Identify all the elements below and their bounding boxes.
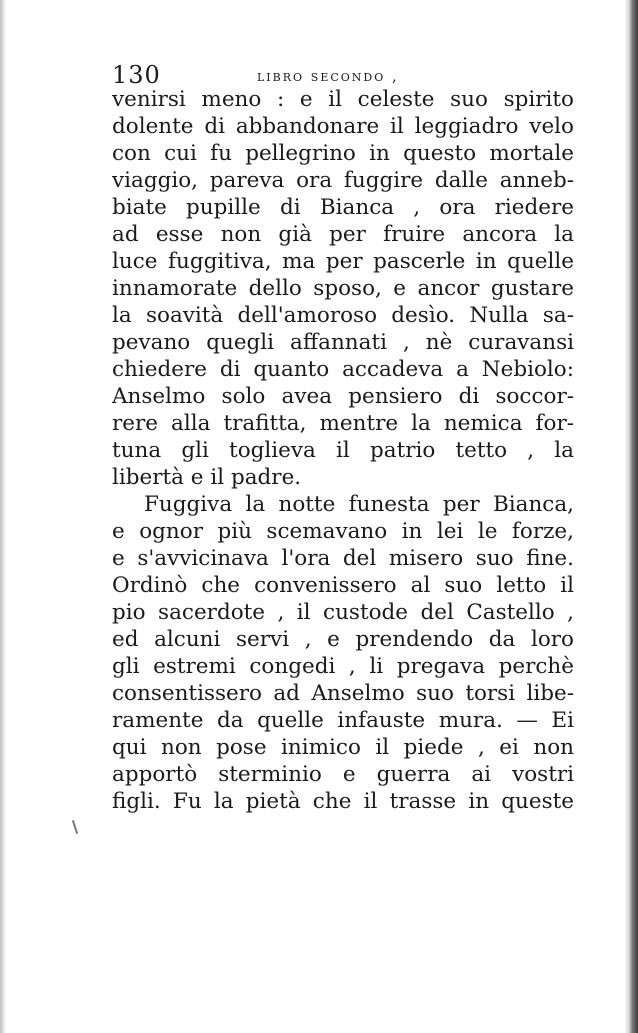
text-line: venirsi meno : e il celeste suo spirito: [112, 87, 574, 112]
text-line: con cui fu pellegrino in questo mortale: [112, 141, 574, 166]
text-line: la soavità dell'amoroso desìo. Nulla sa-: [112, 303, 574, 328]
text-line: rere alla trafitta, mentre la nemica for-: [112, 411, 574, 436]
text-line: tuna gli toglieva il patrio tetto , la: [112, 438, 574, 463]
margin-mark: [72, 820, 78, 834]
page-binding-edge: [624, 0, 638, 1033]
body-text: [112, 86, 574, 815]
text-line: figli. Fu la pietà che il trasse in queste: [112, 789, 574, 814]
page-number: 130: [112, 61, 161, 89]
text-line: Anselmo solo avea pensiero di soccor-: [112, 384, 574, 409]
text-line: Ordinò che convenissero al suo letto il: [112, 573, 574, 598]
text-line: dolente di abbandonare il leggiadro velo: [112, 114, 574, 139]
text-line: consentissero ad Anselmo suo torsi libe-: [112, 681, 574, 706]
text-line: pio sacerdote , il custode del Castello ,: [112, 600, 574, 625]
text-line: e s'avvicinava l'ora del misero suo fine.: [112, 546, 574, 571]
text-line: luce fuggitiva, ma per pascerle in quelle: [112, 249, 574, 274]
text-line: innamorate dello sposo, e ancor gustare: [112, 276, 574, 301]
text-line: biate pupille di Bianca , ora riedere: [112, 195, 574, 220]
text-line: ramente da quelle infauste mura. — Ei: [112, 708, 574, 733]
page-left-shadow: [0, 0, 6, 1033]
text-line: ed alcuni servi , e prendendo da loro: [112, 627, 574, 652]
text-line: ad esse non già per fruire ancora la: [112, 222, 574, 247]
text-line: viaggio, pareva ora fuggire dalle anneb-: [112, 168, 574, 193]
running-head: libro secondo ,: [257, 67, 399, 85]
text-line: qui non pose inimico il piede , ei non: [112, 735, 574, 760]
text-line: e ognor più scemavano in lei le forze,: [112, 519, 574, 544]
text-line: chiedere di quanto accadeva a Nebiolo:: [112, 357, 574, 382]
text-line: gli estremi congedi , li pregava perchè: [112, 654, 574, 679]
text-line: libertà e il padre.: [112, 465, 302, 490]
text-line: Fuggiva la notte funesta per Bianca,: [144, 492, 574, 517]
text-line: apportò sterminio e guerra ai vostri: [112, 762, 574, 787]
text-line: pevano quegli affannati , nè curavansi: [112, 330, 574, 355]
